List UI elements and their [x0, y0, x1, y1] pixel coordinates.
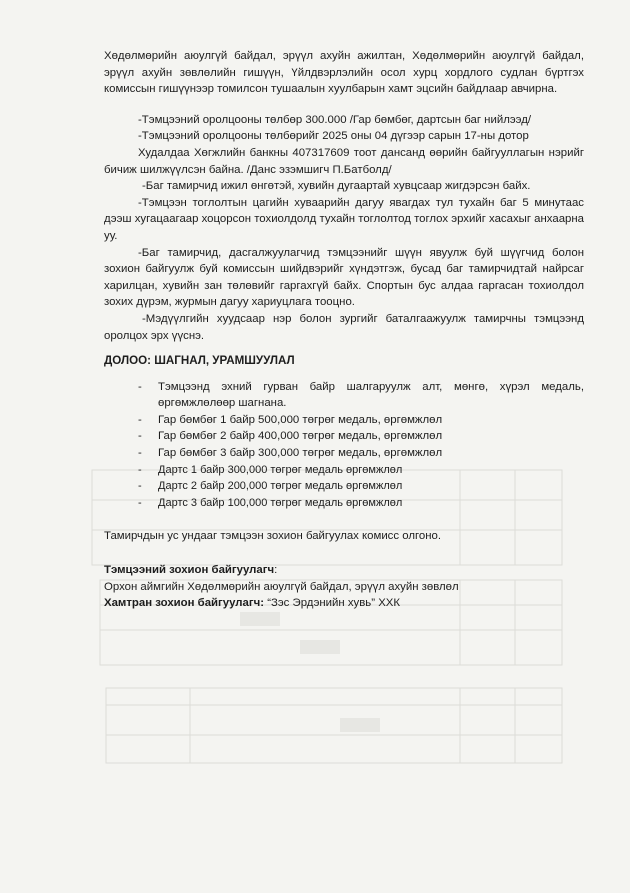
- spacer: [104, 511, 584, 528]
- spacer: [104, 98, 584, 112]
- document-body: [104, 48, 584, 612]
- spacer: [104, 545, 584, 562]
- co-organizer: Хамтран зохион байгуулагч: “Зэс Эрдэнийн хувь” ХХК: [104, 597, 401, 610]
- fee-line: -Тэмцээний оролцооны төлбөр 300.000 /Гар бөмбөг, дартсын баг нийлээд/: [138, 113, 532, 126]
- awards-list: [104, 379, 584, 512]
- list-item: - Дартс 2 байр 200,000 төгрөг медаль өргөмжлөл: [138, 480, 403, 493]
- list-item: - Гар бөмбөг 1 байр 500,000 төгрөг медаль, өргөмжлөл: [138, 413, 443, 426]
- organizer-heading: Тэмцээний зохион байгуулагч:: [104, 564, 278, 577]
- list-item: - Тэмцээнд эхний гурван байр шалгаруулж алт, мөнгө, хүрэл медаль, өргөмжлөлөөр шагнана.: [138, 380, 584, 410]
- list-item: - Гар бөмбөг 2 байр 400,000 төгрөг медаль, өргөмжлөл: [138, 430, 443, 443]
- bank-info: Худалдаа Хөгжлийн банкны 407317609 тоот дансанд өөрийн байгууллагын нэрийг бичиж шилжүүлсэн байна. /Данс эзэмшигч П.Батболд/: [104, 146, 584, 176]
- id-rule: -Мэдүүлгийн хуудсаар нэр болон зургийг баталгаажуулж тамирчны тэмцээнд оролцох эрх үүснэ.: [104, 312, 584, 342]
- intro-paragraph: Хөдөлмөрийн аюулгүй байдал, эрүүл ахуйн ажилтан, Хөдөлмөрийн аюулгүй байдал, эрүүл ахуйн зөвлөлийн гишүүн, Үйлдвэрлэлийн осол хурц хордлого судлан бүртгэх комиссын гишүүнээр томилсон тушаалын хуулбарын хамт эцсийн байдлаар авчирна.: [104, 50, 584, 96]
- water-note: Тамирчдын ус ундааг тэмцээн зохион байгуулах комисс олгоно.: [104, 530, 441, 543]
- conduct-rule: -Баг тамирчид, дасгалжуулагчид тэмцээнийг шүүн явуулж буй шүүгчид болон зохион байгуулж буй комиссын шийдвэрийг хүндэтгэж, бусад баг тамирчидтай найрсаг харилцан, хувийн зан төлөвийг гаргахгүй байх. Спортын бус алдаа гаргасан тохиолдол зохих дүрэм, журмын дагуу хариуцлага тооцно.: [104, 246, 584, 309]
- list-item: - Дартс 3 байр 100,000 төгрөг медаль өргөмжлөл: [138, 496, 403, 509]
- list-item: - Гар бөмбөг 3 байр 300,000 төгрөг медаль, өргөмжлөл: [138, 447, 443, 460]
- uniform-rule: -Баг тамирчид ижил өнгөтэй, хувийн дугаартай хувцсаар жигдэрсэн байх.: [142, 180, 531, 193]
- section-heading-awards: ДОЛОО: ШАГНАЛ, УРАМШУУЛАЛ: [104, 354, 295, 368]
- schedule-rule: -Тэмцээн тоглолтын цагийн хуваарийн дагуу явагдах тул тухайн баг 5 минутаас дээш хугацаагаар хоцорсон тохиолдолд тухайн тоглолтод тоглох эрхийг хасахыг анхаарна уу.: [104, 196, 584, 242]
- organizer-name: Орхон аймгийн Хөдөлмөрийн аюулгүй байдал, эрүүл ахуйн зөвлөл: [104, 580, 459, 593]
- list-item: - Дартс 1 байр 300,000 төгрөг медаль өргөмжлөл: [138, 463, 403, 476]
- fee-deadline: -Тэмцээний оролцооны төлбөрийг 2025 оны 04 дүгээр сарын 17-ны дотор: [138, 130, 529, 143]
